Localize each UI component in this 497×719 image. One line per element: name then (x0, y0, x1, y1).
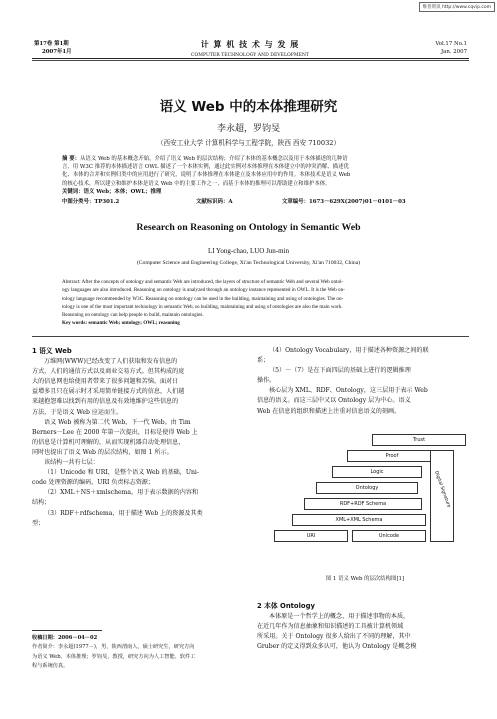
abstract-en-line: tology language recommended by W3C. Reasoning on ontology can be used in the building, maintaining and using of ontologies. The on- (62, 295, 344, 302)
paragraph-line: 结构； (32, 499, 51, 507)
layer-logic: Logic (332, 466, 422, 478)
figure-caption: 图 1 语义 Web 的层次结构图[1] (325, 576, 405, 582)
keywords-cn: 关键词：语义 Web；本体；OWL；推理 (62, 188, 162, 195)
abstract-en-line: Abstract: After the concepts of ontology and semantic Web are introduced, the layers of structure of semantic Web and several Web ontol- (62, 279, 344, 285)
article-number: 文章编号：1673－629X(2007)01－0101－03 (282, 199, 406, 205)
paragraph-line: 核心层为 XML、RDF、Ontology，这三层用于表示 Web (269, 387, 428, 395)
paragraph-line: code 处理资源的编码，URI 负责标志资源； (32, 479, 154, 487)
abstract-cn-line: 的核心技术，所以建立和维护本体是语义 Web 中的主要工作之一，而基于本体的推理可以帮助建立和维护本体。 (62, 180, 331, 187)
paragraph-line: 大的信息网也给使用者带来了很多问题和苦恼。面对日 (32, 378, 179, 386)
layer-trust: Trust (372, 434, 466, 446)
paragraph-line: Web 在信息的组织和描述上注重对信息语义的刻画。 (257, 407, 401, 415)
journal-name-en: COMPUTER TECHNOLOGY AND DEVELOPMENT (190, 53, 310, 58)
paragraph-line: 的信息是计算机可理解的，从而实现机器自动处理信息， (32, 438, 185, 446)
keywords-en: Key words: semantic Web; ontology; OWL; reasoning (62, 320, 180, 327)
authors-cn: 李永超，罗钧旻 (216, 124, 280, 134)
header-rule (32, 58, 469, 59)
date-en: Jan. 2007 (441, 49, 467, 56)
layer-unicode: Unicode (352, 530, 426, 542)
doc-code: 文献标识码：A (196, 199, 233, 205)
left-column (32, 346, 242, 529)
paragraph-line: 方法，于是语义 Web 应运而生。 (32, 408, 123, 416)
footnote-rule (32, 630, 102, 631)
volume-issue: 第17卷 第1期 (34, 41, 69, 47)
layer-ontology: Ontology (316, 482, 418, 494)
paragraph-line: 信息的语义。而这三层中又以 Ontology 层为中心。语义 (257, 397, 411, 405)
paragraph-line: Berners－Lee 在 2000 年第一次提出，目标是使得 Web 上 (32, 428, 198, 436)
footnote (32, 634, 244, 672)
layer-diagram (262, 432, 468, 572)
abstract-en-line: ogy languages are also introduced. Reasoning on ontology is analyzed through an ontology instance represented in OWL. It is the Web on- (62, 287, 345, 294)
section-heading-1: 1 语义 Web (32, 347, 72, 355)
layer-digital-signature (430, 450, 454, 542)
paragraph-line: （5）－（7）是在下面四层的基础上进行的逻辑推理 (269, 367, 411, 375)
abstract-cn-line: 言，用 W3C 推荐的本体描述语言 OWL 描述了一个本体实例，通过此实例对本体推理在本体建立中的冲突消解、描述优 (62, 164, 349, 171)
paragraph-line: Gruber 的定义得到众多认可，他认为 Ontology 是概念模 (257, 643, 417, 651)
author-bio-line: 为语义 Web、本体推理；罗钧旻，教授，研究方向为人工智能、软件工 (32, 653, 196, 660)
issue-date: 2007年1月 (42, 49, 72, 56)
paragraph-line: 方式，人们的通信方式以及商业交易方式。但其构成的庞 (32, 368, 185, 376)
paragraph-line: 型； (32, 519, 45, 527)
layer-uri: URI (274, 530, 348, 542)
paragraph-line: （2）XML＋NS＋xmlschema，用于表示数据的内容和 (44, 489, 199, 497)
layer-rdf: RDF+RDF Schema (304, 498, 422, 510)
paragraph-line: （3）RDF＋rdfschema，用于描述 Web 上的资源及其类 (44, 509, 203, 517)
journal-header (140, 39, 360, 59)
paragraph-line: 所采用。关于 Ontology 很多人给出了不同的理解，其中 (257, 633, 411, 641)
abstract-en-line: Reasoning on ontology can help people to build, maintain ontologies. (62, 312, 204, 319)
digital-signature-label: Digital Signature (433, 470, 451, 509)
classification-row (62, 198, 450, 206)
right-column-top (257, 346, 469, 417)
paragraph-line: 益增多且只在展示时才采用简单链接方式的信息，人们越 (32, 388, 185, 396)
layer-xml: XML+XML Schema (292, 514, 426, 526)
paragraph-line: （4）Ontology Vocabulary，用于描述各种资源之间的联 (269, 347, 429, 354)
volume-en: Vol.17 No.1 (435, 41, 467, 47)
paragraph-line: 来越抱怨难以找到有用的信息及有效地维护这些信息的 (32, 398, 179, 406)
journal-name-cn: 计 算 机 技 术 与 发 展 (200, 39, 300, 49)
title-cn: 语义 Web 中的本体推理研究 (159, 99, 338, 115)
layer-proof: Proof (347, 450, 437, 462)
paragraph-line: 系； (257, 357, 270, 365)
paragraph-line: 本体原是一个哲学上的概念，用于描述事物的本质， (269, 613, 410, 621)
abstract-cn-line: 化、本体的合并和实例归类中的应用进行了研究，说明了本体推理在本体建立及本体应用中的作用。本体技术是语义 Web (62, 172, 351, 179)
issue-info (34, 40, 72, 56)
authors-en: LI Yong-chao, LUO Jun-min (207, 247, 290, 255)
author-bio-line: 程与系统仿真。 (32, 663, 69, 670)
abstract-cn-line: 从语义 Web 的基本概念开始，介绍了语义 Web 的层次结构；介绍了本体的基本概念以及用于本体描述的几种语 (80, 156, 348, 162)
vol-info-en (435, 40, 467, 56)
header-rule-thin (32, 60, 469, 61)
section-heading-2: 2 本体 Ontology (257, 602, 315, 610)
paragraph-line: 该结构一共有七层： (44, 459, 99, 467)
affiliation-en: (Computer Science and Engineering College, Xi'an Technological University, Xi'an 710032, China) (136, 260, 361, 266)
source-stamp: 维普资讯 http://www.cqvip.com (419, 2, 495, 12)
abstract-cn (62, 155, 450, 196)
paragraph-line: 语义 Web 被称为第二代 Web、下一代 Web。由 Tim (44, 418, 191, 426)
paragraph-line: 在近几年作为信息抽象和知识描述的工具被计算机领域 (257, 623, 404, 631)
author-bio-line: 作者简介：李永超(1977－)，男，陕西渭南人，硕士研究生，研究方向 (32, 644, 195, 651)
clc-number: 中图分类号：TP301.2 (62, 199, 120, 205)
abstract-rule (32, 336, 469, 337)
paragraph-line: 同时也提出了语义 Web 的层次结构，如图 1 所示。 (32, 448, 173, 456)
paragraph-line: 操作。 (257, 377, 276, 385)
abstract-en (62, 278, 452, 328)
paragraph-line: （1）Unicode 和 URI，是整个语义 Web 的基础，Uni- (44, 469, 199, 477)
abstract-en-line: tology is one of the most important technology in semantic Web, so building, maintaining and using of ontologies are also the main work. (62, 303, 343, 310)
paragraph-line: 万维网(WWW)已经改变了人们获取和发布信息的 (44, 358, 178, 366)
abstract-cn-label: 摘 要： (62, 156, 81, 162)
received-date: 收稿日期：2006－04－02 (32, 635, 98, 641)
title-en: Research on Reasoning on Ontology in Semantic Web (136, 222, 361, 233)
affiliation-cn: （西安工业大学 计算机科学与工程学院，陕西 西安 710032） (156, 139, 341, 147)
right-column-bottom (257, 601, 469, 652)
